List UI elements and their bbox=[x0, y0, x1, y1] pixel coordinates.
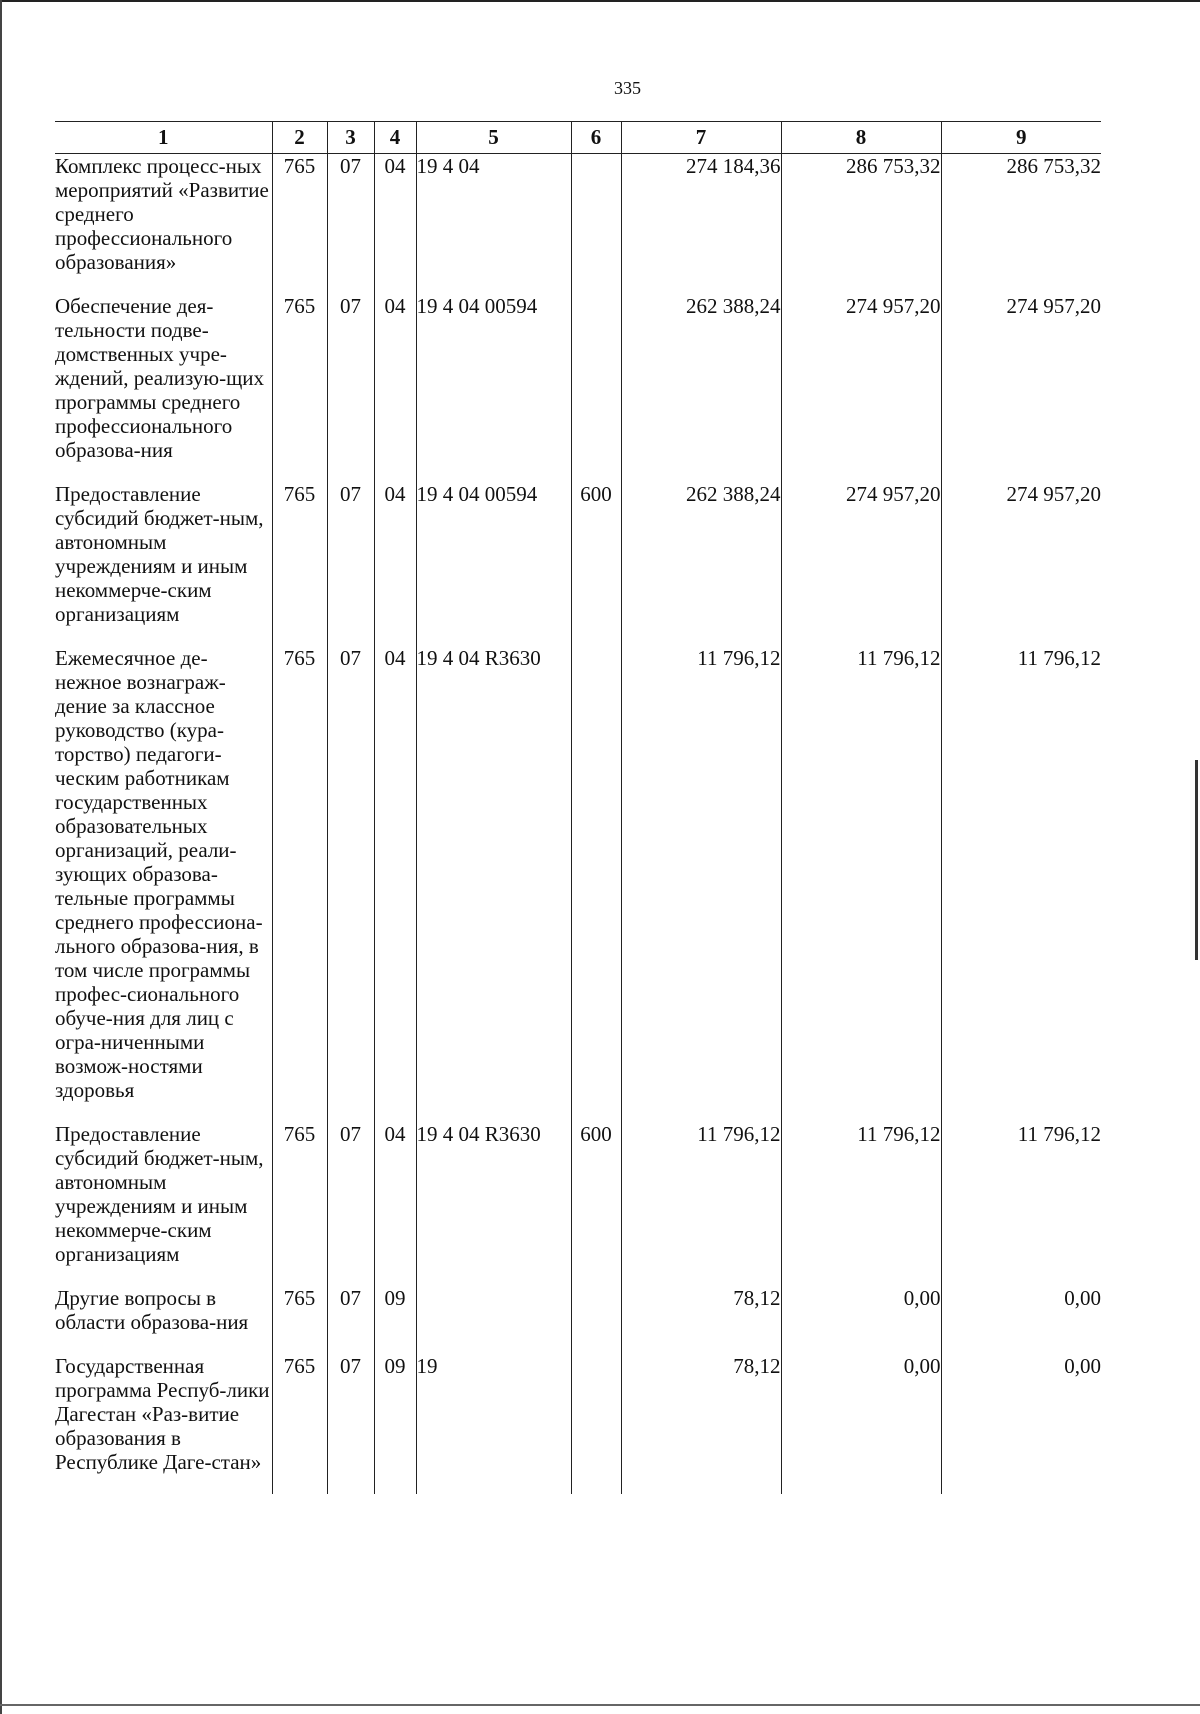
row-col9: 274 957,20 bbox=[941, 294, 1101, 482]
row-col9: 274 957,20 bbox=[941, 482, 1101, 646]
header-cell-9: 9 bbox=[941, 122, 1101, 154]
row-col8: 0,00 bbox=[781, 1286, 941, 1354]
row-col3: 07 bbox=[327, 154, 374, 295]
row-col7: 262 388,24 bbox=[621, 294, 781, 482]
row-col8: 11 796,12 bbox=[781, 1122, 941, 1286]
header-cell-6: 6 bbox=[571, 122, 621, 154]
row-col8: 274 957,20 bbox=[781, 294, 941, 482]
budget-table bbox=[55, 121, 1101, 1494]
row-col4: 09 bbox=[374, 1354, 416, 1494]
header-cell-3: 3 bbox=[327, 122, 374, 154]
header-row bbox=[55, 122, 1101, 154]
row-col4: 04 bbox=[374, 1122, 416, 1286]
row-name-text: Предоставление субсидий бюджет-ным, автономным учреждениям и иным некоммерче-ским организациям bbox=[55, 1122, 264, 1266]
row-col5: 19 4 04 R3630 bbox=[416, 646, 571, 1122]
row-col8: 0,00 bbox=[781, 1354, 941, 1494]
row-name bbox=[55, 1354, 272, 1494]
row-col7: 262 388,24 bbox=[621, 482, 781, 646]
row-name bbox=[55, 482, 272, 646]
row-col9: 0,00 bbox=[941, 1354, 1101, 1494]
row-col6: 600 bbox=[571, 482, 621, 646]
scan-edge-bottom bbox=[0, 1704, 1200, 1706]
row-col2: 765 bbox=[272, 646, 327, 1122]
row-col5: 19 4 04 R3630 bbox=[416, 1122, 571, 1286]
page-number: 335 bbox=[614, 78, 641, 98]
row-col7: 11 796,12 bbox=[621, 646, 781, 1122]
row-col6 bbox=[571, 154, 621, 295]
row-col2: 765 bbox=[272, 154, 327, 295]
table-row bbox=[55, 1122, 1101, 1286]
row-col3: 07 bbox=[327, 646, 374, 1122]
header-cell-4: 4 bbox=[374, 122, 416, 154]
scan-edge-top bbox=[0, 0, 1200, 2]
row-col4: 04 bbox=[374, 154, 416, 295]
row-col3: 07 bbox=[327, 1286, 374, 1354]
row-col4: 04 bbox=[374, 482, 416, 646]
row-col2: 765 bbox=[272, 1354, 327, 1494]
row-col6 bbox=[571, 646, 621, 1122]
row-col2: 765 bbox=[272, 1286, 327, 1354]
row-name bbox=[55, 1122, 272, 1286]
row-col5 bbox=[416, 1286, 571, 1354]
row-col2: 765 bbox=[272, 482, 327, 646]
row-col4: 09 bbox=[374, 1286, 416, 1354]
row-col9: 286 753,32 bbox=[941, 154, 1101, 295]
header-cell-2: 2 bbox=[272, 122, 327, 154]
row-col3: 07 bbox=[327, 1354, 374, 1494]
row-col7: 78,12 bbox=[621, 1286, 781, 1354]
table-row bbox=[55, 154, 1101, 295]
row-col3: 07 bbox=[327, 482, 374, 646]
row-col7: 78,12 bbox=[621, 1354, 781, 1494]
row-col4: 04 bbox=[374, 646, 416, 1122]
row-name-text: Предоставление субсидий бюджет-ным, автономным учреждениям и иным некоммерче-ским организациям bbox=[55, 482, 264, 626]
scan-edge-right bbox=[1195, 760, 1198, 960]
row-name bbox=[55, 646, 272, 1122]
row-col6: 600 bbox=[571, 1122, 621, 1286]
header-cell-8: 8 bbox=[781, 122, 941, 154]
row-col6 bbox=[571, 1354, 621, 1494]
row-col5: 19 4 04 bbox=[416, 154, 571, 295]
row-col8: 274 957,20 bbox=[781, 482, 941, 646]
row-col8: 11 796,12 bbox=[781, 646, 941, 1122]
table-row bbox=[55, 1286, 1101, 1354]
row-col5: 19 bbox=[416, 1354, 571, 1494]
row-col4: 04 bbox=[374, 294, 416, 482]
scan-edge-left bbox=[0, 0, 2, 1714]
row-col2: 765 bbox=[272, 294, 327, 482]
row-col7: 11 796,12 bbox=[621, 1122, 781, 1286]
row-name-text: Комплекс процесс-ных мероприятий «Развитие среднего профессионального образования» bbox=[55, 154, 269, 274]
row-col3: 07 bbox=[327, 1122, 374, 1286]
table-row bbox=[55, 294, 1101, 482]
row-name-text: Другие вопросы в области образова-ния bbox=[55, 1286, 249, 1334]
header-cell-5: 5 bbox=[416, 122, 571, 154]
row-col9: 11 796,12 bbox=[941, 1122, 1101, 1286]
row-col5: 19 4 04 00594 bbox=[416, 482, 571, 646]
header-cell-7: 7 bbox=[621, 122, 781, 154]
table-row bbox=[55, 482, 1101, 646]
row-name bbox=[55, 1286, 272, 1354]
row-name bbox=[55, 154, 272, 295]
row-name bbox=[55, 294, 272, 482]
row-col9: 11 796,12 bbox=[941, 646, 1101, 1122]
row-col7: 274 184,36 bbox=[621, 154, 781, 295]
row-col3: 07 bbox=[327, 294, 374, 482]
header-cell-1: 1 bbox=[55, 122, 272, 154]
row-name-text: Ежемесячное де-нежное вознаграж-дение за классное руководство (кура-торство) педагоги-ческим работникам государственных образовательных организаций, реали-зующих образова-тельные программы среднего профессиона-льного образова-ния, в том числе программы профес-сионального обуче-ния для лиц с огра-ниченными возмож-ностями здоровья bbox=[55, 646, 263, 1102]
row-col5: 19 4 04 00594 bbox=[416, 294, 571, 482]
table-row bbox=[55, 646, 1101, 1122]
row-col8: 286 753,32 bbox=[781, 154, 941, 295]
row-name-text: Государственная программа Респуб-лики Дагестан «Раз-витие образования в Республике Даге-стан» bbox=[55, 1354, 270, 1474]
table-row bbox=[55, 1354, 1101, 1494]
row-col9: 0,00 bbox=[941, 1286, 1101, 1354]
row-col6 bbox=[571, 1286, 621, 1354]
row-col6 bbox=[571, 294, 621, 482]
row-col2: 765 bbox=[272, 1122, 327, 1286]
row-name-text: Обеспечение дея-тельности подве-домственных учре-ждений, реализую-щих программы среднего профессионального образова-ния bbox=[55, 294, 264, 462]
